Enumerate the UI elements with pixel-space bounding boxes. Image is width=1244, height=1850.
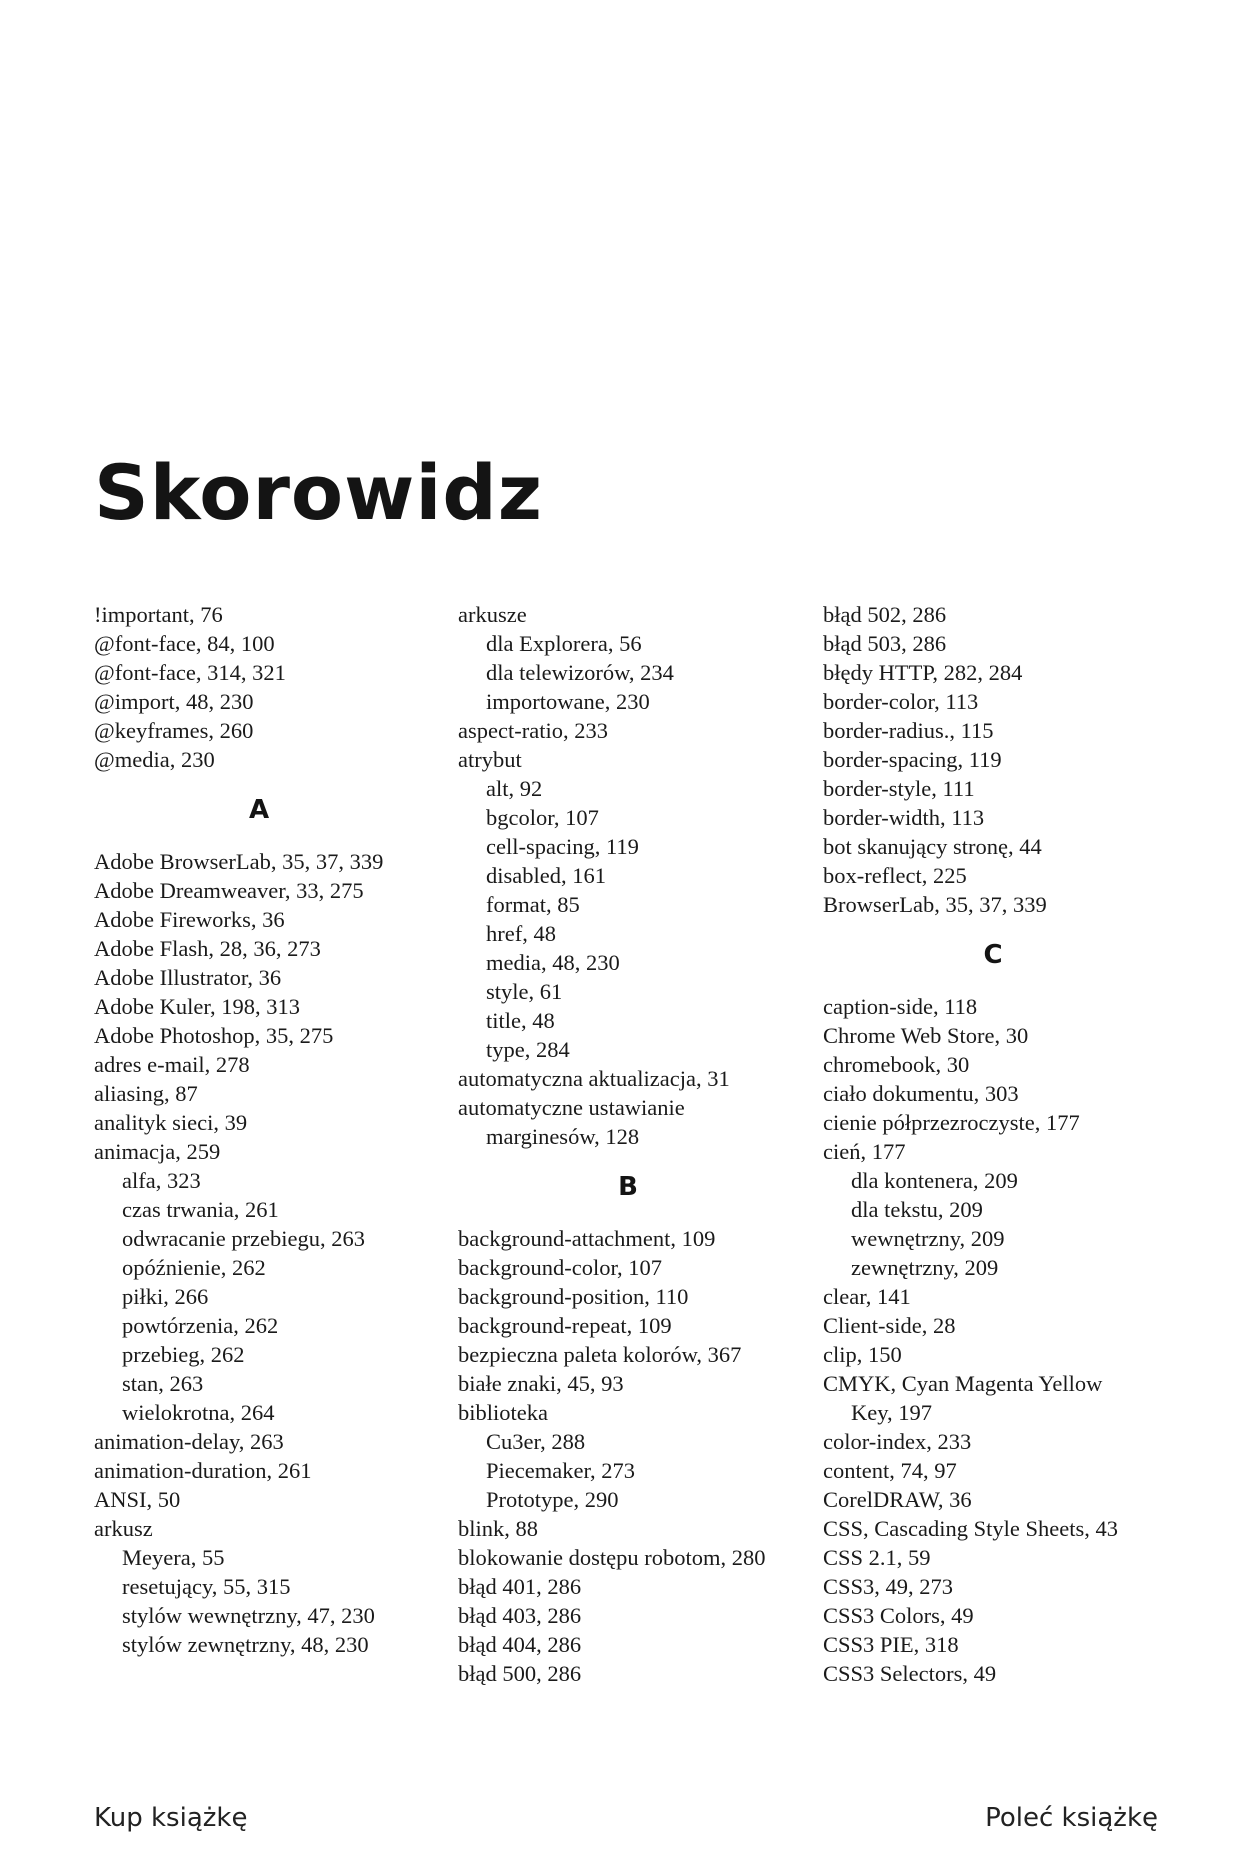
index-entry: biblioteka (458, 1400, 548, 1425)
index-entry: CSS3 Colors, 49 (823, 1603, 974, 1628)
index-entry: ANSI, 50 (94, 1487, 181, 1512)
index-entry: caption-side, 118 (823, 994, 978, 1019)
recommend-book-link[interactable]: Poleć książkę (985, 1803, 1158, 1833)
index-subentry: opóźnienie, 262 (122, 1255, 266, 1280)
index-entry: białe znaki, 45, 93 (458, 1371, 624, 1396)
index-entry: blink, 88 (458, 1516, 539, 1541)
index-entry: background-color, 107 (458, 1255, 663, 1280)
index-subentry: czas trwania, 261 (122, 1197, 279, 1222)
index-entry: background-repeat, 109 (458, 1313, 672, 1338)
index-subentry: powtórzenia, 262 (122, 1313, 279, 1338)
index-subentry: media, 48, 230 (486, 950, 620, 975)
index-subentry: odwracanie przebiegu, 263 (122, 1226, 366, 1251)
index-entry: ciało dokumentu, 303 (823, 1081, 1019, 1106)
index-entry: Adobe Flash, 28, 36, 273 (94, 936, 321, 961)
index-entry: Adobe Illustrator, 36 (94, 965, 282, 990)
index-column-1 (94, 600, 424, 1659)
index-entry: automatyczne ustawianie (458, 1095, 685, 1120)
index-entry: błędy HTTP, 282, 284 (823, 660, 1023, 685)
index-entry: color-index, 233 (823, 1429, 972, 1454)
index-entry: animation-duration, 261 (94, 1458, 312, 1483)
index-entry: błąd 404, 286 (458, 1632, 582, 1657)
index-entry: chromebook, 30 (823, 1052, 970, 1077)
index-entry: CorelDRAW, 36 (823, 1487, 972, 1512)
index-entry: cień, 177 (823, 1139, 906, 1164)
index-subentry: href, 48 (486, 921, 556, 946)
index-entry: border-width, 113 (823, 805, 985, 830)
index-entry: błąd 401, 286 (458, 1574, 582, 1599)
index-entry: @font-face, 314, 321 (94, 660, 286, 685)
index-subentry: stylów wewnętrzny, 47, 230 (122, 1603, 375, 1628)
index-entry: aspect-ratio, 233 (458, 718, 608, 743)
index-column-2 (458, 600, 798, 1688)
index-subentry: Key, 197 (851, 1400, 933, 1425)
index-entry: background-position, 110 (458, 1284, 689, 1309)
index-entry: @keyframes, 260 (94, 718, 254, 743)
index-subentry: style, 61 (486, 979, 563, 1004)
index-subentry: format, 85 (486, 892, 580, 917)
index-entry: błąd 502, 286 (823, 602, 947, 627)
index-entry: @font-face, 84, 100 (94, 631, 275, 656)
index-entry: bot skanujący stronę, 44 (823, 834, 1042, 859)
index-entry: CSS, Cascading Style Sheets, 43 (823, 1516, 1119, 1541)
index-subentry: Meyera, 55 (122, 1545, 225, 1570)
index-subentry: wielokrotna, 264 (122, 1400, 275, 1425)
index-entry: Adobe Fireworks, 36 (94, 907, 285, 932)
index-entry: CSS3, 49, 273 (823, 1574, 954, 1599)
index-subentry: cell-spacing, 119 (486, 834, 639, 859)
index-entry: @import, 48, 230 (94, 689, 254, 714)
index-entry: CSS 2.1, 59 (823, 1545, 931, 1570)
section-letter: C (983, 940, 1003, 970)
index-entry: adres e-mail, 278 (94, 1052, 250, 1077)
index-subentry: marginesów, 128 (486, 1124, 640, 1149)
index-subentry: Piecemaker, 273 (486, 1458, 636, 1483)
section-letter: B (618, 1172, 638, 1202)
index-entry: cienie półprzezroczyste, 177 (823, 1110, 1080, 1135)
index-entry: background-attachment, 109 (458, 1226, 716, 1251)
index-subentry: zewnętrzny, 209 (851, 1255, 999, 1280)
index-entry: arkusze (458, 602, 527, 627)
index-subentry: importowane, 230 (486, 689, 650, 714)
index-entry: automatyczna aktualizacja, 31 (458, 1066, 730, 1091)
index-subentry: Prototype, 290 (486, 1487, 619, 1512)
index-entry: content, 74, 97 (823, 1458, 957, 1483)
index-entry: border-spacing, 119 (823, 747, 1002, 772)
index-entry: CMYK, Cyan Magenta Yellow (823, 1371, 1103, 1396)
index-subentry: stan, 263 (122, 1371, 204, 1396)
index-entry: clear, 141 (823, 1284, 911, 1309)
index-entry: atrybut (458, 747, 522, 772)
index-entry: animacja, 259 (94, 1139, 221, 1164)
index-subentry: piłki, 266 (122, 1284, 209, 1309)
index-entry: @media, 230 (94, 747, 215, 772)
index-subentry: bgcolor, 107 (486, 805, 599, 830)
index-entry: Adobe Photoshop, 35, 275 (94, 1023, 334, 1048)
index-entry: BrowserLab, 35, 37, 339 (823, 892, 1047, 917)
index-column-3 (823, 600, 1163, 1688)
index-entry: animation-delay, 263 (94, 1429, 284, 1454)
index-entry: bezpieczna paleta kolorów, 367 (458, 1342, 742, 1367)
index-entry: blokowanie dostępu robotom, 280 (458, 1545, 766, 1570)
index-entry: arkusz (94, 1516, 153, 1541)
index-subentry: resetujący, 55, 315 (122, 1574, 291, 1599)
index-entry: !important, 76 (94, 602, 223, 627)
index-entry: błąd 503, 286 (823, 631, 947, 656)
index-entry: błąd 403, 286 (458, 1603, 582, 1628)
index-subentry: stylów zewnętrzny, 48, 230 (122, 1632, 369, 1657)
index-entry: aliasing, 87 (94, 1081, 198, 1106)
index-subentry: dla tekstu, 209 (851, 1197, 983, 1222)
index-subentry: przebieg, 262 (122, 1342, 245, 1367)
index-subentry: dla Explorera, 56 (486, 631, 642, 656)
index-subentry: alt, 92 (486, 776, 543, 801)
index-subentry: wewnętrzny, 209 (851, 1226, 1005, 1251)
index-entry: Adobe Kuler, 198, 313 (94, 994, 300, 1019)
index-subentry: Cu3er, 288 (486, 1429, 586, 1454)
index-entry: analityk sieci, 39 (94, 1110, 248, 1135)
index-subentry: disabled, 161 (486, 863, 606, 888)
index-entry: Chrome Web Store, 30 (823, 1023, 1029, 1048)
index-entry: border-style, 111 (823, 776, 975, 801)
index-subentry: type, 284 (486, 1037, 570, 1062)
index-entry: Adobe BrowserLab, 35, 37, 339 (94, 849, 384, 874)
index-entry: clip, 150 (823, 1342, 902, 1367)
index-subentry: dla kontenera, 209 (851, 1168, 1018, 1193)
index-entry: Client-side, 28 (823, 1313, 956, 1338)
page-title: Skorowidz (94, 448, 544, 537)
index-entry: CSS3 PIE, 318 (823, 1632, 959, 1657)
index-entry: box-reflect, 225 (823, 863, 967, 888)
index-entry: CSS3 Selectors, 49 (823, 1661, 997, 1686)
index-entry: border-color, 113 (823, 689, 979, 714)
index-entry: błąd 500, 286 (458, 1661, 582, 1686)
section-letter: A (248, 795, 270, 825)
index-entry: border-radius., 115 (823, 718, 994, 743)
index-subentry: alfa, 323 (122, 1168, 201, 1193)
index-subentry: dla telewizorów, 234 (486, 660, 674, 685)
buy-book-link[interactable]: Kup książkę (94, 1803, 248, 1833)
index-subentry: title, 48 (486, 1008, 555, 1033)
index-entry: Adobe Dreamweaver, 33, 275 (94, 878, 364, 903)
